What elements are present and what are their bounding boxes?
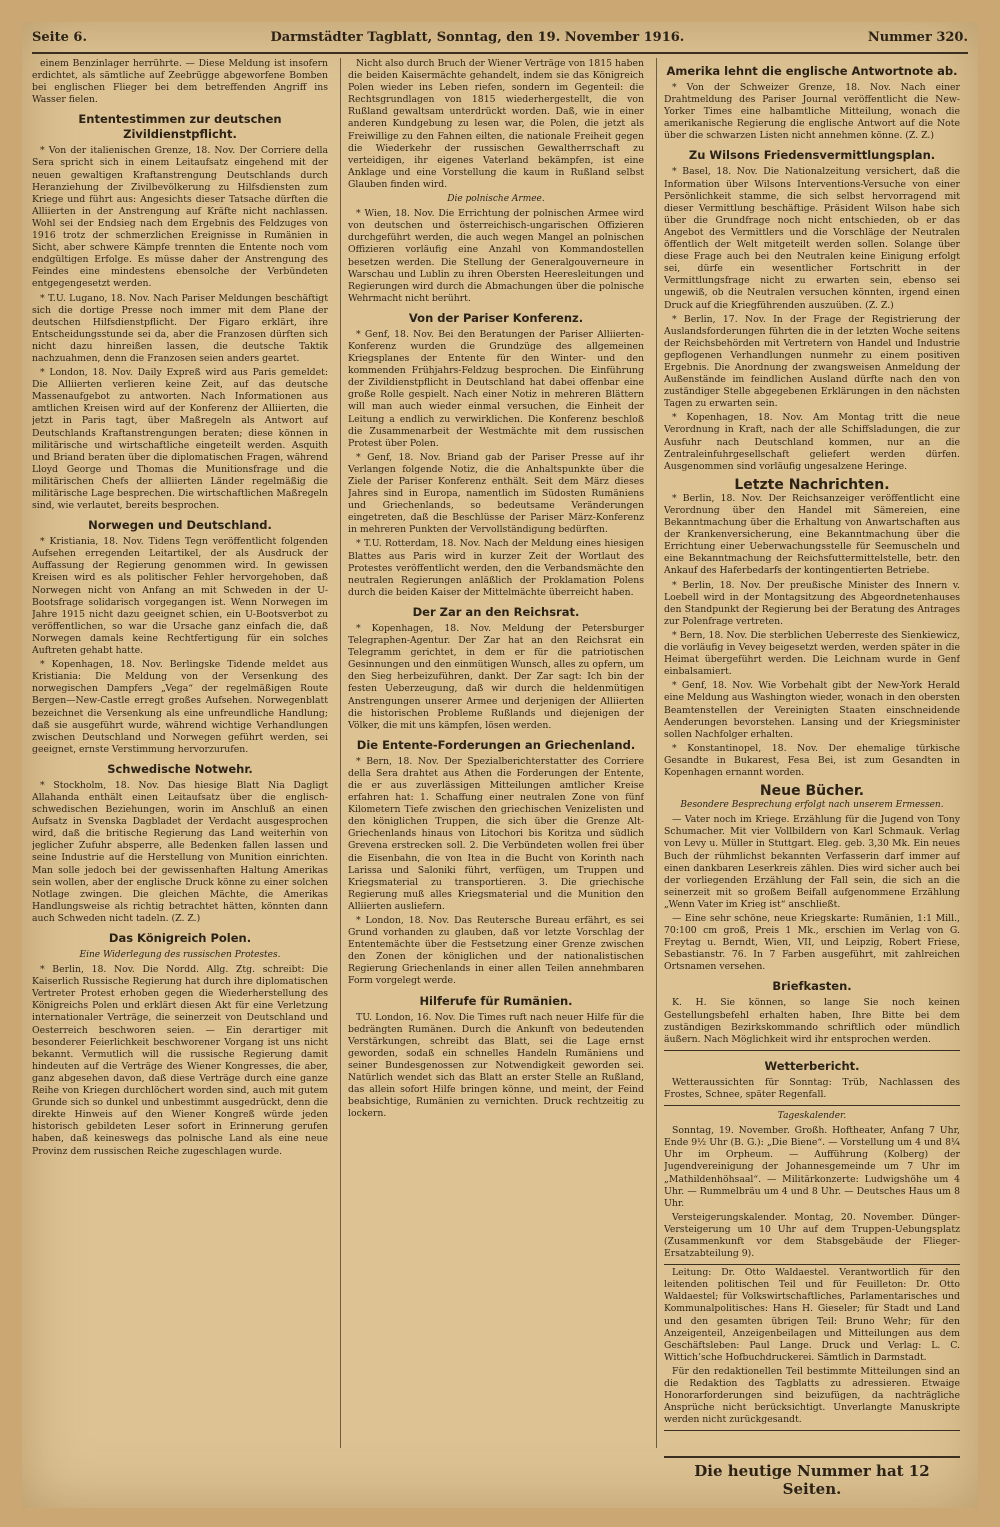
article-text: Versteigerungskalender. Montag, 20. November. Dünger-Versteigerung um 10 Uhr auf dem Truppen-Uebungsplatz (Zusammenkunft vor dem Stabsgebäude der Flieger-Ersatzabteilung 9). (664, 1211, 960, 1260)
headline: Briefkasten. (772, 979, 852, 994)
page-header (32, 30, 968, 54)
footer-notice: Die heutige Nummer hat 12 Seiten. (664, 1456, 960, 1498)
page-number: Seite 6. (32, 30, 87, 45)
article-text: * Kopenhagen, 18. Nov. Meldung der Petersburger Telegraphen-Agentur. Der Zar hat an den Reichsrat ein Telegramm gerichtet, in dem er für die patriotischen Gesinnungen und den einmütigen Wunsch, alles zu opfern, um den Sieg herbeizuführen, dankt. Der Zar sagt: Ich bin der festen Ueberzeugung, daß wir durch die heldenmütigen Anstrengungen unserer Armee und derjenigen der Alliierten die historischen Probleme Rußlands und diejenigen der Völker, die mit uns kämpfen, lösen werden. (348, 622, 644, 731)
column-divider (656, 58, 657, 1448)
article-text: Wetteraussichten für Sonntag: Trüb, Nachlassen des Frostes, Schnee, später Regenfall. (664, 1076, 960, 1100)
article-text: * Kopenhagen, 18. Nov. Berlingske Tidende meldet aus Kristiania: Die Meldung von der Versenkung des norwegischen Dampfers „Vega“ der regelmäßigen Route Bergen—New-Castle erregt großes Aufsehen. Norwegenblatt bezeichnet die Versenkung als eine unfreundliche Handlung; daß sie ausgeführt wurde, während wichtige Verhandlungen zwischen Deutschland und Norwegen geführt werden, sei geeignet, ernste Verstimmung hervorzurufen. (32, 659, 328, 755)
article-text: * T.U. Rotterdam, 18. Nov. Nach der Meldung eines hiesigen Blattes aus Paris wird in kurzer Zeit der Wortlaut des Protestes veröffentlicht werden, den die Verbandsmächte den neutralen Regierungen anläßlich der Proklamation Polens durch die beiden Kaiser der Mittelmächte überreicht haben. (348, 538, 644, 598)
headline: Hilferufe für Rumänien. (419, 993, 573, 1008)
headline: Ententestimmen zur deutschen Zivildienstpflicht. (78, 112, 282, 142)
article-text: * Kristiania, 18. Nov. Tidens Tegn veröffentlicht folgenden Aufsehen erregenden Leitartikel, der als Ausdruck der Auffassung der Regierung genommen wird. In gewissen Kreisen wird es als politischer Fehler hervorgehoben, daß Norwegen nicht von Anfang an mit Schweden in der U-Bootsfrage solidarisch vorgegangen ist. Wenn Norwegen im Jahre 1915 nicht dazu geeignet schien, ein U-Bootsverbot zu veröffentlichen, so war die Ursache ganz einfach die, daß Norwegen damals keine Rechtfertigung für ein solches Auftreten gehabt hatte. (32, 536, 328, 657)
headline: Der Zar an den Reichsrat. (412, 604, 580, 619)
column-3 (664, 58, 960, 1498)
article-text: * Berlin, 18. Nov. Der Reichsanzeiger veröffentlicht eine Verordnung über den Handel mit Sämereien, eine Bekanntmachung über die Erhaltung von Anwartschaften aus der Krankenversicherung, eine Bekanntmachung über die Errichtung einer Ueberwachungsstelle für Seemuscheln und eine Bekanntmachung der Reichsfuttermittelstelle, betr. den Ankauf des Haferbedarfs der kontingentierten Betriebe. (664, 492, 960, 577)
article-text: einem Benzinlager herrührte. — Diese Meldung ist insofern erdichtet, als sämtliche auf Zeebrügge abgeworfene Bomben bei englischen Flieger bei dem betreffenden Angriff ins Wasser fielen. (32, 58, 328, 106)
masthead: Darmstädter Tagblatt, Sonntag, den 19. November 1916. (270, 30, 685, 45)
article-text: K. H. Sie können, so lange Sie noch keinen Gestellungsbefehl erhalten haben, Ihre Bitte bei dem zuständigen Bezirkskommando schriftlich oder mündlich äußern. Nach Möglichkeit wird ihr entsprochen werden. (664, 997, 960, 1045)
imprint-box (664, 1264, 960, 1431)
article-text: * Konstantinopel, 18. Nov. Der ehemalige türkische Gesandte in Bukarest, Fesa Bei, ist zum Gesandten in Kopenhagen ernannt worden. (664, 742, 960, 778)
subheadline: Die polnische Armee. (447, 194, 545, 205)
subheadline: Besondere Besprechung erfolgt nach unserem Ermessen. (680, 800, 944, 811)
headline: Amerika lehnt die englische Antwortnote ab. (666, 64, 958, 78)
editorial-note: Für den redaktionellen Teil bestimmte Mitteilungen sind an die Redaktion des Tagblatts zu adressieren. Etwaige Honorarforderungen sind beizufügen, da nachträgliche Ansprüche nicht berücksichtigt. Unverlangte Manuskripte werden nicht zurückgesandt. (664, 1365, 960, 1426)
article-text: * Berlin, 17. Nov. In der Frage der Registrierung der Auslandsforderungen führten die in der letzten Woche seitens der Reichsbehörden mit Vertretern von Handel und Industrie gepflogenen Verhandlungen nunmehr zu einem positiven Ergebnis. Die Anordnung der zwangsweisen Anmeldung der Außenstände im feindlichen Ausland dürfte nach den von zuständiger Stelle abgegebenen Erklärungen in den nächsten Tagen zu erwarten sein. (664, 313, 960, 410)
headline: Von der Pariser Konferenz. (408, 310, 584, 325)
article-text: * Genf, 18. Nov. Bei den Beratungen der Pariser Alliierten-Konferenz wurden die Grundzüge des allgemeinen Kriegsplanes der Entente für den Winter- und den kommenden Frühjahrs-Feldzug besprochen. Die Einführung der Zivildienstpflicht in Deutschland hat dabei offenbar eine große Rolle gespielt. Nach einer Notiz in mehreren Blättern will man auch wieder einmal versuchen, die Einheit der Leitung a endlich zu verwirklichen. Die Konferenz beschloß die Zusammenarbeit der Westmächte mit dem russischen Protest über Polen. (348, 328, 644, 449)
headline: Letzte Nachrichten. (734, 476, 890, 493)
headline: Schwedische Notwehr. (107, 761, 253, 776)
article-text: * Bern, 18. Nov. Der Spezialberichterstatter des Corriere della Sera drahtet aus Athen die Forderungen der Entente, die er aus zuverlässigen Mitteilungen amtlicher Kreise erfahren hat: 1. Schaffung einer neutralen Zone von fünf Kilometern Tiefe zwischen den griechischen Venizelisten und den königlichen Truppen, die sich über die Grenze Alt-Griechenlands hinaus von Litochori bis Koritza und südlich Grevena erstrecken soll. 2. Die Verbündeten wollen frei über die Eisenbahn, die von Itea in die Bucht von Korinth nach Larissa und Saloniki führt, verfügen, um Truppen und Kriegsmaterial zu transportieren. 3. Die griechische Regierung muß alles Kriegsmaterial und die Munition den Alliierten ausliefern. (348, 755, 644, 912)
column-divider (340, 58, 341, 1448)
article-text: * Genf, 18. Nov. Briand gab der Pariser Presse auf ihr Verlangen folgende Notiz, die die Anhaltspunkte über die Ziele der Pariser Konferenz enthält. Seit dem März dieses Jahres sind in Europa, namentlich im Südosten Rumäniens und Griechenlands, so bedeutsame Veränderungen eingetreten, daß die Beschlüsse der Pariser März-Konferenz in mehreren Punkten der Vervollständigung bedürften. (348, 451, 644, 536)
article-text: Sonntag, 19. November. Großh. Hoftheater, Anfang 7 Uhr, Ende 9½ Uhr (B. G.): „Die Biene“. — Vorstellung um 4 und 8¼ Uhr im Orpheum. — Aufführung (Kolberg) der Jugendvereinigung der Johannesgemeinde um 7 Uhr im „Mathildenhöhsaal“. — Militärkonzerte: Ludwigshöhe um 4 Uhr. — Rummelbräu um 4 und 8 Uhr. — Deutsches Haus um 8 Uhr. (664, 1125, 960, 1209)
weather-box (664, 1050, 960, 1106)
column-1 (32, 58, 328, 1498)
article-text: * Von der Schweizer Grenze, 18. Nov. Nach einer Drahtmeldung des Pariser Journal veröffentlicht die New-Yorker Times eine halbamtliche Mitteilung, wonach die amerikanische Regierung die englische Antwort auf die Note über die schwarzen Listen nicht annehmen könne. (Z. Z.) (664, 82, 960, 142)
article-text: * Basel, 18. Nov. Die Nationalzeitung versichert, daß die Information über Wilsons Interventions-Versuche von einer Persönlichkeit stamme, die sich selbst hervorragend mit dieser Vermittlung beschäftige. Präsident Wilson habe sich über die Grundfrage noch nicht entschieden, ob er das Angebot des Vermittlers und die Vorschläge der Neutralen öffentlich der Welt mitgeteilt werden sollen. Solange über diese Frage auch bei den Neutralen keine Einigung erfolgt sei, dürfe ein wesentlicher Fortschritt in der Vermittlungsfrage nicht zu erwarten sein, ebenso sei ungewiß, ob die Neutralen versuchen könnten, irgend einen Druck auf die Kriegführenden auszuüben. (Z. Z.) (664, 166, 960, 311)
headline: Die Entente-Forderungen an Griechenland. (356, 737, 636, 752)
article-text: * Kopenhagen, 18. Nov. Am Montag tritt die neue Verordnung in Kraft, nach der alle Schiffsladungen, die zur Ausfuhr nach Deutschland kommen, nur an die Zentraleinfuhrgesellschaft geliefert werden dürfen. Ausgenommen sind vorläufig ungesalzene Heringe. (664, 412, 960, 472)
article-text: * Bern, 18. Nov. Die sterblichen Ueberreste des Sienkiewicz, die vorläufig in Vevey beigesetzt werden, werden später in die Heimat übergeführt werden. Die Leichnam wurde in Genf einbalsamiert. (664, 629, 960, 678)
headline: Norwegen und Deutschland. (88, 518, 272, 533)
article-text: * London, 18. Nov. Das Reutersche Bureau erfährt, es sei Grund vorhanden zu glauben, daß vor letzte Vorschlag der Ententemächte über die Festsetzung einer Grenze zwischen den Zonen der königlichen und der nationalistischen Regierung Griechenlands in einer allen Teilen annehmbaren Form vorgelegt werde. (348, 915, 644, 987)
issue-number: Nummer 320. (867, 30, 968, 45)
article-text: * T.U. Lugano, 18. Nov. Nach Pariser Meldungen beschäftigt sich die dortige Presse noch immer mit dem Plane der deutschen Hilfsdienstpflicht. Der Figaro erklärt, ihre Entscheidungsstunde sei da, aber die Franzosen dürften sich nicht dazu hinreißen lassen, die deutsche Taktik nachzuahmen, denn die Franzosen seien anders geartet. (32, 292, 328, 364)
article-text: * Wien, 18. Nov. Die Errichtung der polnischen Armee wird von deutschen und österreichisch-ungarischen Offizieren durchgeführt werden, die auch wegen Mangel an polnischen Offizieren vorläufig eine Anzahl von Kommandostellen besetzen werden. Die Stellung der Generalgouverneure in Warschau und Lublin zu ihren Obersten Heeresleitungen und Regierungen wird durch die Abmachungen über die polnische Wehrmacht nicht berührt. (348, 208, 644, 304)
newspaper-page (22, 22, 978, 1508)
article-text: Nicht also durch Bruch der Wiener Verträge von 1815 haben die beiden Kaisermächte gehandelt, indem sie das Königreich Polen wieder ins Leben riefen, sondern im Gegenteil: die Rechtsgrundlagen von 1815 wiederhergestellt, die von Rußland gewaltsam unterdrückt worden. Daß, wie in einer anderen Kundgebung zu lesen war, die Polen, die jetzt als Freiwillige zu den Fahnen eilten, die nationale Freiheit gegen die Wiederkehr der russischen Gewaltherrschaft zu verteidigen, ihr eigenes Vaterland bekämpfen, ist eine Anklage und eine Vorstellung die kaum in Rußland selbst Glauben finden wird. (348, 58, 644, 190)
article-text: * Berlin, 18. Nov. Die Nordd. Allg. Ztg. schreibt: Die Kaiserlich Russische Regierung hat durch ihre diplomatischen Vertreter Protest erhoben gegen die Wiederherstellung des Königreichs Polen und erklärt diesen Akt für eine Verletzung internationaler Verträge, die seinerzeit von Deutschland und Oesterreich beschworen seien. — Ein derartiger mit besonderer Feierlichkeit beschworener Vorgang ist uns nicht bekannt. Vermutlich will die russische Regierung damit hindeuten auf die Verträge des Wiener Kongresses, die aber, ganz abgesehen davon, daß diese Verträge durch eine ganze Reihe von Kriegen durchlöchert worden sind, auch mit gutem Grunde sich so dunkel und unbestimmt ausgedrückt, denn die direkte Hinweis auf den Wiener Kongreß würde jeden historisch gebildeten Leser sofort in Erinnerung gerufen haben, daß keineswegs das polnische Land als eine neue Provinz dem russischen Reiche zugeschlagen wurde. (32, 964, 328, 1157)
article-text: * Genf, 18. Nov. Wie Vorbehalt gibt der New-York Herald eine Meldung aus Washington wieder, wonach in den obersten Beamtenstellen der Vereinigten Staaten einschneidende Aenderungen bevorstehen. Lansing und der Kriegsminister sollen Nachfolger erhalten. (664, 680, 960, 740)
article-text: * Berlin, 18. Nov. Der preußische Minister des Innern v. Loebell wird in der Montagsitzung des Abgeordnetenhauses den Standpunkt der Regierung bei der Beratung des Antrages zur Polenfrage vertreten. (664, 579, 960, 627)
headline: Zu Wilsons Friedensvermittlungsplan. (688, 148, 936, 163)
column-2 (348, 58, 644, 1498)
article-text: TU. London, 16. Nov. Die Times ruft nach neuer Hilfe für die bedrängten Rumänen. Durch die Ankunft von bedeutenden Verstärkungen, schreibt das Blatt, sei die Lage ernst geworden, sodaß ein schnelles Handeln Rumäniens und seiner Bundesgenossen zur Notwendigkeit geworden sei. Natürlich wendet sich das Blatt an erster Stelle an Rußland, das allein sofort Hilfe bringen könne, und meint, der Feind beabsichtige, Rumänien zu vernichten. Druck rechtzeitig zu lockern. (348, 1011, 644, 1120)
subheadline: Tageskalender. (777, 1111, 847, 1122)
article-text: * Stockholm, 18. Nov. Das hiesige Blatt Nia Dagligt Allahanda enthält einen Leitaufsatz über die englisch-schwedischen Beziehungen, worin im Anschluß an einen Aufsatz in Svenska Dagbladet der Verdacht ausgesprochen wird, daß die britische Regierung das Land weiterhin von jeglicher Zufuhr absperre, alle Bedenken fallen lassen und seine Industrie auf die Herstellung von Munition einrichten. Man solle jedoch bei der gewissenhaften Haltung Amerikas sein wollen, aber der englische Druck könne zu einer solchen Notlage zwingen. Die gleichen Mächte, die Amerikas Handlungsweise als richtig betrachtet hätten, könnten dann auch Schweden nicht tadeln. (Z. Z.) (32, 779, 328, 924)
headline: Wetterbericht. (764, 1058, 860, 1073)
article-text: — Eine sehr schöne, neue Kriegskarte: Rumänien, 1:1 Mill., 70:100 cm groß, Preis 1 Mk., erschien im Verlag von G. Freytag u. Berndt, Wien, VII, und Leipzig, Robert Friese, Sebastianstr. 76. In 7 Farben ausgeführt, mit zahlreichen Ortsnamen versehen. (664, 913, 960, 973)
headline: Neue Bücher. (759, 783, 865, 800)
article-text: * London, 18. Nov. Daily Expreß wird aus Paris gemeldet: Die Alliierten verlieren keine Zeit, auf das deutsche Massenaufgebot zu antworten. Nach Informationen aus amtlichen Kreisen wird auf der Konferenz der Alliierten, die jetzt in Paris tagt, über Maßregeln als Antwort auf Deutschlands Kraftanstrengungen beraten; diese können in militärische und wirtschaftliche eingeteilt werden. Asquith und Briand beraten über die diplomatischen Fragen, während Lloyd George und Thomas die Munitionsfrage und die militärischen Chefs der alliierten Länder regelmäßig die militärische Lage besprechen. Die wirtschaftlichen Maßregeln sind, wie verlautet, bereits besprochen. (32, 367, 328, 512)
headline: Das Königreich Polen. (108, 931, 252, 945)
imprint-text: Leitung: Dr. Otto Waldaestel. Verantwortlich für den leitenden politischen Teil und für Feuilleton: Dr. Otto Waldaestel; für Volkswirtschaftliches, Parlamentarisches und Kommunalpolitisches: Hans H. Gieseler; für Stadt und Land und den gesamten übrigen Teil: Bruno Wehr; für den Anzeigenteil, Anzeigenbeilagen und Mitteilungen aus dem Geschäftsleben: Paul Lange. Druck und Verlag: L. C. Wittich’sche Hofbuchdruckerei. Sämtlich in Darmstadt. (664, 1267, 960, 1363)
subheadline: Eine Widerlegung des russischen Protestes. (79, 950, 281, 960)
article-text: — Vater noch im Kriege. Erzählung für die Jugend von Tony Schumacher. Mit vier Vollbildern von Karl Schmauk. Verlag von Levy u. Müller in Stuttgart. Eleg. geb. 3,30 Mk. Ein neues Buch der rühmlichst bekannten Verfasserin darf immer auf einen dankbaren Leserkreis zählen. Dies wird sicher auch bei der vorliegenden Erzählung der Fall sein, die sich an die seinerzeit mit so großem Beifall aufgenommene Erzählung „Wenn Vater im Krieg ist“ anschließt. (664, 814, 960, 910)
article-text: * Von der italienischen Grenze, 18. Nov. Der Corriere della Sera spricht sich in einem Leitaufsatz eingehend mit der neuen gewaltigen Kraftanstrengung Deutschlands durch Heranziehung der Zivilbevölkerung zu Hilfsdiensten zum Kriege und führt aus: Angesichts dieser Tatsache dürften die Alliierten in der Anstrengung auf Kräfte nicht nachlassen. Wohl sei der Endsieg nach dem Ergebnis des Feldzuges von 1916 trotz der schmerzlichen Ereignisse in Rumänien in Sicht, aber schwere Kämpfe trennten die Entente noch vom endgültigen Erfolge. Es müsse daher der Anstrengung des Feindes eine mindestens ebensolche der Verbündeten entgegengesetzt werden. (32, 145, 328, 290)
